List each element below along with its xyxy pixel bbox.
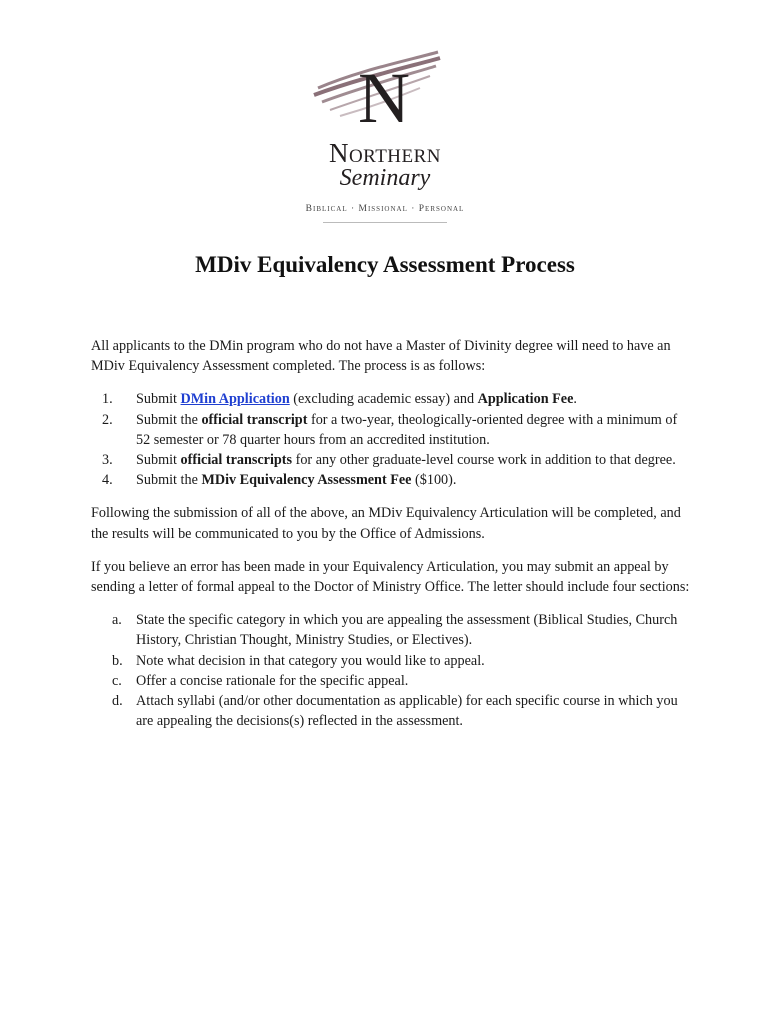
seminary-logo [0, 40, 770, 230]
divider [323, 222, 447, 223]
brand-name: Northern [328, 138, 442, 168]
svg-text:N: N [358, 58, 410, 130]
brand-tagline: Biblical · Missional · Personal [305, 204, 465, 214]
page-title: MDiv Equivalency Assessment Process [195, 252, 575, 277]
steps-list [91, 389, 691, 490]
northern-seminary-n-logo-icon [300, 50, 470, 130]
list-item: a. State the specific category in which you are appealing the assessment (Biblical Studies, Church History, Christian Thought, Ministry Studies, or Electives). [112, 612, 678, 649]
list-item: 1. Submit DMin Application (excluding academic essay) and Application Fee. [102, 391, 577, 408]
appeal-sections-list [91, 610, 691, 731]
document-body [91, 336, 691, 744]
list-item: 4. Submit the MDiv Equivalency Assessment Fee ($100). [102, 472, 457, 489]
appeal-paragraph: If you believe an error has been made in your Equivalency Articulation, you may submit an appeal by sending a letter of formal appeal to the Doctor of Ministry Office. The letter should include four sections: [91, 558, 690, 596]
list-item: c. Offer a concise rationale for the specific appeal. [112, 672, 409, 689]
list-item: 3. Submit official transcripts for any other graduate-level course work in addition to that degree. [102, 452, 676, 469]
brand-subtitle: Seminary [339, 165, 431, 191]
dmin-application-link[interactable]: DMin Application [180, 391, 290, 408]
intro-paragraph: All applicants to the DMin program who do not have a Master of Divinity degree will need to have an MDiv Equivalency Assessment completed. The process is as follows: [91, 338, 671, 375]
list-item: d. Attach syllabi (and/or other documentation as applicable) for each specific course in which you are appealing the decisions(s) reflected in the assessment. [112, 693, 678, 730]
results-paragraph: Following the submission of all of the above, an MDiv Equivalency Articulation will be completed, and the results will be communicated to you by the Office of Admissions. [91, 505, 681, 542]
list-item: b. Note what decision in that category you would like to appeal. [112, 652, 485, 669]
list-item: 2. Submit the official transcript for a two-year, theologically-oriented degree with a minimum of 52 semester or 78 quarter hours from an accredited institution. [102, 411, 678, 448]
